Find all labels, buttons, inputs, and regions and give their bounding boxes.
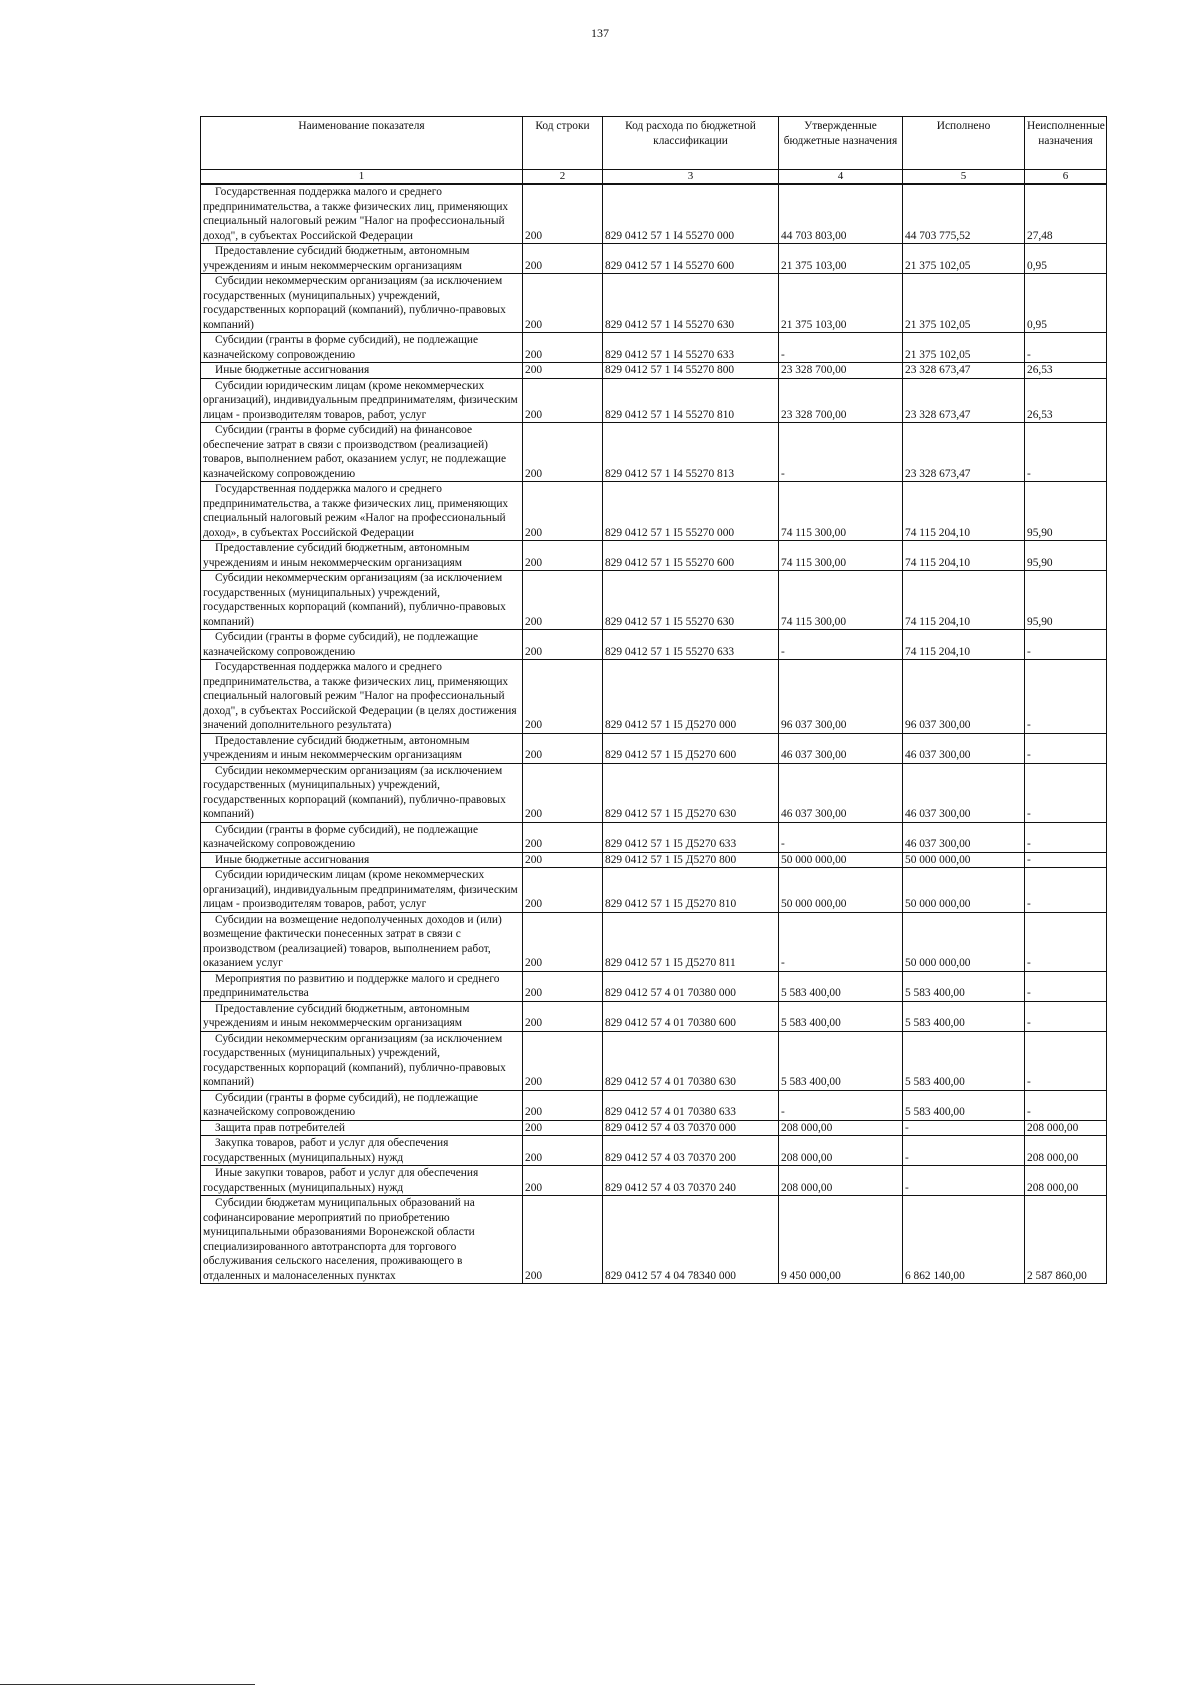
approved-amount-cell: 23 328 700,00 [779,378,903,423]
unexecuted-amount-cell: 26,53 [1025,378,1107,423]
indicator-name-cell: Субсидии (гранты в форме субсидий), не подлежащие казначейскому сопровождению [201,1090,523,1120]
table-row [201,1196,1107,1284]
executed-amount-cell: 21 375 102,05 [903,244,1025,274]
budget-execution-table [200,116,1107,1284]
executed-amount-cell: 74 115 204,10 [903,630,1025,660]
approved-amount-cell: 208 000,00 [779,1120,903,1136]
approved-amount-cell: - [779,912,903,971]
approved-amount-cell: 74 115 300,00 [779,541,903,571]
expense-code-cell: 829 0412 57 1 I4 55270 810 [603,378,779,423]
unexecuted-amount-cell: - [1025,733,1107,763]
expense-code-cell: 829 0412 57 1 I5 Д5270 633 [603,822,779,852]
indicator-name-cell: Субсидии юридическим лицам (кроме некоммерческих организаций), индивидуальным предпринимателям, физическим лицам - производителям товаров, работ, услуг [201,378,523,423]
expense-code-cell: 829 0412 57 4 01 70380 630 [603,1031,779,1090]
column-number: 1 [201,170,523,185]
table-header-row [201,117,1107,170]
indicator-name-cell: Субсидии юридическим лицам (кроме некоммерческих организаций), индивидуальным предпринимателям, физическим лицам - производителям товаров, работ, услуг [201,868,523,913]
line-code-cell: 200 [523,1166,603,1196]
approved-amount-cell: 21 375 103,00 [779,274,903,333]
expense-code-cell: 829 0412 57 1 I5 55270 600 [603,541,779,571]
line-code-cell: 200 [523,541,603,571]
footer-rule [0,1684,255,1685]
executed-amount-cell: - [903,1136,1025,1166]
line-code-cell: 200 [523,423,603,482]
line-code-cell: 200 [523,1120,603,1136]
executed-amount-cell: - [903,1166,1025,1196]
table-row [201,868,1107,913]
line-code-cell: 200 [523,184,603,244]
approved-amount-cell: - [779,822,903,852]
executed-amount-cell: - [903,1120,1025,1136]
indicator-name-cell: Иные бюджетные ассигнования [201,852,523,868]
table-row [201,1001,1107,1031]
unexecuted-amount-cell: 0,95 [1025,244,1107,274]
approved-amount-cell: 208 000,00 [779,1136,903,1166]
executed-amount-cell: 46 037 300,00 [903,733,1025,763]
table-row [201,971,1107,1001]
table-row [201,1166,1107,1196]
approved-amount-cell: - [779,423,903,482]
indicator-name-cell: Субсидии некоммерческим организациям (за исключением государственных (муниципальных) учреждений, государственных корпораций (компаний), публично-правовых компаний) [201,274,523,333]
unexecuted-amount-cell: - [1025,1001,1107,1031]
expense-code-cell: 829 0412 57 4 04 78340 000 [603,1196,779,1284]
line-code-cell: 200 [523,378,603,423]
unexecuted-amount-cell: 208 000,00 [1025,1120,1107,1136]
expense-code-cell: 829 0412 57 1 I5 Д5270 811 [603,912,779,971]
line-code-cell: 200 [523,274,603,333]
unexecuted-amount-cell: - [1025,868,1107,913]
column-number: 4 [779,170,903,185]
line-code-cell: 200 [523,363,603,379]
table-row [201,274,1107,333]
line-code-cell: 200 [523,868,603,913]
table-row [201,630,1107,660]
header-unexecuted: Неисполненные назначения [1025,117,1107,170]
executed-amount-cell: 74 115 204,10 [903,482,1025,541]
approved-amount-cell: 50 000 000,00 [779,852,903,868]
line-code-cell: 200 [523,482,603,541]
executed-amount-cell: 44 703 775,52 [903,184,1025,244]
executed-amount-cell: 5 583 400,00 [903,1090,1025,1120]
expense-code-cell: 829 0412 57 1 I4 55270 600 [603,244,779,274]
unexecuted-amount-cell: - [1025,912,1107,971]
executed-amount-cell: 21 375 102,05 [903,333,1025,363]
table-row [201,482,1107,541]
line-code-cell: 200 [523,1090,603,1120]
unexecuted-amount-cell: 95,90 [1025,571,1107,630]
approved-amount-cell: 50 000 000,00 [779,868,903,913]
approved-amount-cell: - [779,1090,903,1120]
line-code-cell: 200 [523,1031,603,1090]
table-row [201,244,1107,274]
table-row [201,571,1107,630]
table-row [201,763,1107,822]
unexecuted-amount-cell: 208 000,00 [1025,1166,1107,1196]
approved-amount-cell: 9 450 000,00 [779,1196,903,1284]
header-indicator-name: Наименование показателя [201,117,523,170]
unexecuted-amount-cell: - [1025,660,1107,734]
indicator-name-cell: Предоставление субсидий бюджетным, автономным учреждениям и иным некоммерческим организациям [201,541,523,571]
indicator-name-cell: Государственная поддержка малого и среднего предпринимательства, а также физических лиц, применяющих специальный налоговый режим "Налог на профессиональный доход", в субъектах Российской Федерации (в целях достижения значений дополнительного результата) [201,660,523,734]
unexecuted-amount-cell: 95,90 [1025,482,1107,541]
column-number-row [201,170,1107,185]
table-row [201,423,1107,482]
indicator-name-cell: Субсидии (гранты в форме субсидий), не подлежащие казначейскому сопровождению [201,333,523,363]
line-code-cell: 200 [523,1136,603,1166]
executed-amount-cell: 96 037 300,00 [903,660,1025,734]
indicator-name-cell: Субсидии бюджетам муниципальных образований на софинансирование мероприятий по приобретению муниципальными образованиями Воронежской области специализированного автотранспорта для торгового обслуживания сельского населения, проживающего в отдаленных и малонаселенных пунктах [201,1196,523,1284]
approved-amount-cell: 46 037 300,00 [779,763,903,822]
approved-amount-cell: - [779,630,903,660]
expense-code-cell: 829 0412 57 1 I5 Д5270 600 [603,733,779,763]
executed-amount-cell: 23 328 673,47 [903,363,1025,379]
unexecuted-amount-cell: - [1025,852,1107,868]
expense-code-cell: 829 0412 57 4 01 70380 000 [603,971,779,1001]
table-row [201,660,1107,734]
expense-code-cell: 829 0412 57 1 I5 55270 630 [603,571,779,630]
expense-code-cell: 829 0412 57 1 I5 Д5270 800 [603,852,779,868]
executed-amount-cell: 74 115 204,10 [903,571,1025,630]
indicator-name-cell: Субсидии (гранты в форме субсидий), не подлежащие казначейскому сопровождению [201,822,523,852]
executed-amount-cell: 5 583 400,00 [903,1031,1025,1090]
expense-code-cell: 829 0412 57 1 I4 55270 000 [603,184,779,244]
expense-code-cell: 829 0412 57 1 I5 Д5270 000 [603,660,779,734]
line-code-cell: 200 [523,244,603,274]
table-row [201,1136,1107,1166]
table-row [201,184,1107,244]
expense-code-cell: 829 0412 57 4 03 70370 200 [603,1136,779,1166]
executed-amount-cell: 23 328 673,47 [903,378,1025,423]
indicator-name-cell: Субсидии (гранты в форме субсидий), не подлежащие казначейскому сопровождению [201,630,523,660]
expense-code-cell: 829 0412 57 4 01 70380 633 [603,1090,779,1120]
unexecuted-amount-cell: - [1025,423,1107,482]
approved-amount-cell: 74 115 300,00 [779,482,903,541]
unexecuted-amount-cell: - [1025,1031,1107,1090]
expense-code-cell: 829 0412 57 1 I4 55270 800 [603,363,779,379]
line-code-cell: 200 [523,852,603,868]
table-row [201,1031,1107,1090]
approved-amount-cell: 96 037 300,00 [779,660,903,734]
indicator-name-cell: Субсидии на возмещение недополученных доходов и (или) возмещение фактически понесенных затрат в связи с производством (реализацией) товаров, выполнением работ, оказанием услуг [201,912,523,971]
line-code-cell: 200 [523,660,603,734]
table-row [201,852,1107,868]
unexecuted-amount-cell: - [1025,822,1107,852]
executed-amount-cell: 50 000 000,00 [903,868,1025,913]
indicator-name-cell: Субсидии некоммерческим организациям (за исключением государственных (муниципальных) учреждений, государственных корпораций (компаний), публично-правовых компаний) [201,1031,523,1090]
indicator-name-cell: Предоставление субсидий бюджетным, автономным учреждениям и иным некоммерческим организациям [201,244,523,274]
expense-code-cell: 829 0412 57 1 I5 Д5270 810 [603,868,779,913]
approved-amount-cell: 208 000,00 [779,1166,903,1196]
table-row [201,733,1107,763]
unexecuted-amount-cell: 208 000,00 [1025,1136,1107,1166]
table-body [201,184,1107,1284]
header-line-code: Код строки [523,117,603,170]
column-number: 2 [523,170,603,185]
table-row [201,1120,1107,1136]
executed-amount-cell: 5 583 400,00 [903,1001,1025,1031]
line-code-cell: 200 [523,630,603,660]
line-code-cell: 200 [523,971,603,1001]
approved-amount-cell: 5 583 400,00 [779,1001,903,1031]
expense-code-cell: 829 0412 57 4 03 70370 000 [603,1120,779,1136]
table-row [201,1090,1107,1120]
expense-code-cell: 829 0412 57 1 I4 55270 630 [603,274,779,333]
table-row [201,333,1107,363]
approved-amount-cell: 23 328 700,00 [779,363,903,379]
indicator-name-cell: Закупка товаров, работ и услуг для обеспечения государственных (муниципальных) нужд [201,1136,523,1166]
expense-code-cell: 829 0412 57 1 I4 55270 633 [603,333,779,363]
column-number: 5 [903,170,1025,185]
unexecuted-amount-cell: 0,95 [1025,274,1107,333]
expense-code-cell: 829 0412 57 1 I5 Д5270 630 [603,763,779,822]
indicator-name-cell: Субсидии (гранты в форме субсидий) на финансовое обеспечение затрат в связи с производством (реализацией) товаров, выполнением работ, оказанием услуг, не подлежащие казначейскому сопровождению [201,423,523,482]
line-code-cell: 200 [523,571,603,630]
line-code-cell: 200 [523,733,603,763]
line-code-cell: 200 [523,1196,603,1284]
expense-code-cell: 829 0412 57 1 I5 55270 000 [603,482,779,541]
table-row [201,541,1107,571]
approved-amount-cell: 5 583 400,00 [779,971,903,1001]
unexecuted-amount-cell: - [1025,763,1107,822]
executed-amount-cell: 46 037 300,00 [903,763,1025,822]
indicator-name-cell: Субсидии некоммерческим организациям (за исключением государственных (муниципальных) учреждений, государственных корпораций (компаний), публично-правовых компаний) [201,763,523,822]
table-row [201,822,1107,852]
indicator-name-cell: Предоставление субсидий бюджетным, автономным учреждениям и иным некоммерческим организациям [201,1001,523,1031]
expense-code-cell: 829 0412 57 4 03 70370 240 [603,1166,779,1196]
header-expense-code: Код расхода по бюджетной классификации [603,117,779,170]
indicator-name-cell: Мероприятия по развитию и поддержке малого и среднего предпринимательства [201,971,523,1001]
table-row [201,363,1107,379]
column-number: 6 [1025,170,1107,185]
unexecuted-amount-cell: - [1025,333,1107,363]
executed-amount-cell: 50 000 000,00 [903,912,1025,971]
unexecuted-amount-cell: 95,90 [1025,541,1107,571]
table-row [201,912,1107,971]
line-code-cell: 200 [523,333,603,363]
table-row [201,378,1107,423]
column-number: 3 [603,170,779,185]
approved-amount-cell: 46 037 300,00 [779,733,903,763]
indicator-name-cell: Иные бюджетные ассигнования [201,363,523,379]
executed-amount-cell: 6 862 140,00 [903,1196,1025,1284]
header-executed: Исполнено [903,117,1025,170]
line-code-cell: 200 [523,822,603,852]
line-code-cell: 200 [523,763,603,822]
indicator-name-cell: Защита прав потребителей [201,1120,523,1136]
unexecuted-amount-cell: 26,53 [1025,363,1107,379]
line-code-cell: 200 [523,1001,603,1031]
executed-amount-cell: 74 115 204,10 [903,541,1025,571]
executed-amount-cell: 21 375 102,05 [903,274,1025,333]
indicator-name-cell: Предоставление субсидий бюджетным, автономным учреждениям и иным некоммерческим организациям [201,733,523,763]
approved-amount-cell: 74 115 300,00 [779,571,903,630]
header-approved: Утвержденные бюджетные назначения [779,117,903,170]
line-code-cell: 200 [523,912,603,971]
expense-code-cell: 829 0412 57 1 I4 55270 813 [603,423,779,482]
unexecuted-amount-cell: - [1025,971,1107,1001]
expense-code-cell: 829 0412 57 1 I5 55270 633 [603,630,779,660]
unexecuted-amount-cell: 27,48 [1025,184,1107,244]
indicator-name-cell: Иные закупки товаров, работ и услуг для обеспечения государственных (муниципальных) нужд [201,1166,523,1196]
executed-amount-cell: 23 328 673,47 [903,423,1025,482]
page-number: 137 [591,26,609,40]
approved-amount-cell: 5 583 400,00 [779,1031,903,1090]
approved-amount-cell: - [779,333,903,363]
approved-amount-cell: 21 375 103,00 [779,244,903,274]
indicator-name-cell: Субсидии некоммерческим организациям (за исключением государственных (муниципальных) учреждений, государственных корпораций (компаний), публично-правовых компаний) [201,571,523,630]
approved-amount-cell: 44 703 803,00 [779,184,903,244]
indicator-name-cell: Государственная поддержка малого и среднего предпринимательства, а также физических лиц, применяющих специальный налоговый режим "Налог на профессиональный доход", в субъектах Российской Федерации [201,184,523,244]
unexecuted-amount-cell: - [1025,630,1107,660]
unexecuted-amount-cell: - [1025,1090,1107,1120]
unexecuted-amount-cell: 2 587 860,00 [1025,1196,1107,1284]
executed-amount-cell: 50 000 000,00 [903,852,1025,868]
expense-code-cell: 829 0412 57 4 01 70380 600 [603,1001,779,1031]
indicator-name-cell: Государственная поддержка малого и среднего предпринимательства, а также физических лиц, применяющих специальный налоговый режим «Налог на профессиональный доход», в субъектах Российской Федерации [201,482,523,541]
executed-amount-cell: 46 037 300,00 [903,822,1025,852]
executed-amount-cell: 5 583 400,00 [903,971,1025,1001]
